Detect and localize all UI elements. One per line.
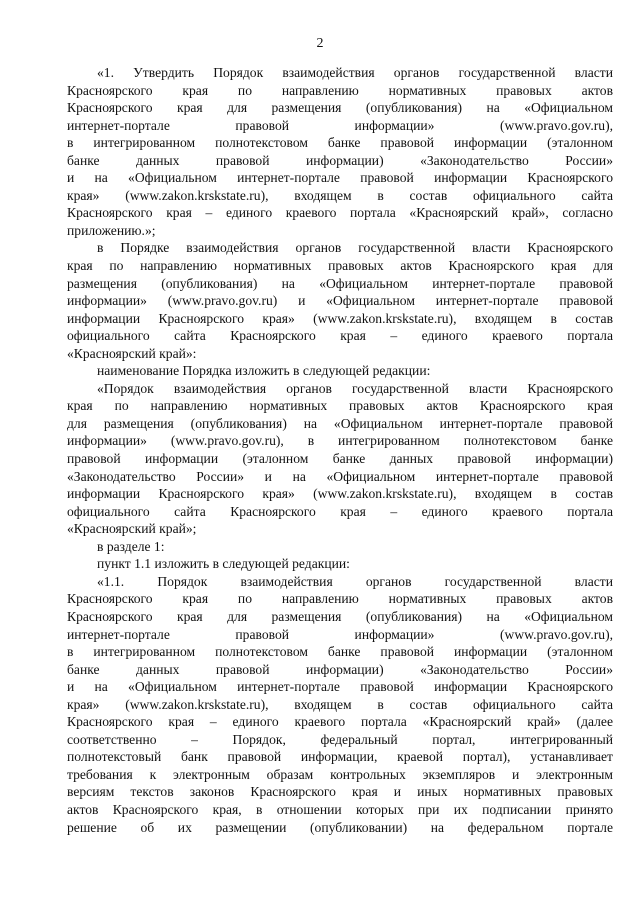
- text-line: информации» (www.pravo.gov.ru) и «Официальном интернет-портале правовой: [67, 293, 613, 309]
- text-line: версиям текстов законов Красноярского края и иных нормативных правовых: [67, 784, 613, 800]
- text-line: приложению.»;: [67, 222, 156, 238]
- text-line: наименование Порядка изложить в следующей редакции:: [97, 363, 431, 379]
- text-line: Красноярского края – единого краевого портала «Красноярский край» (далее: [67, 714, 613, 730]
- text-line: соответственно – Порядок, федеральный портал, интегрированный: [67, 731, 613, 747]
- text-line: и на «Официальном интернет-портале правовой информации Красноярского: [67, 170, 613, 186]
- text-line: банке данных правовой информации) «Законодательство России»: [67, 152, 613, 168]
- text-line: в интегрированном полнотекстовом банке правовой информации (эталонном: [67, 135, 613, 151]
- page-number: 2: [316, 36, 324, 51]
- text-line: информации» (www.pravo.gov.ru), в интегрированном полнотекстовом банке: [67, 433, 613, 449]
- text-line: края» (www.zakon.krskstate.ru), входящем в состав официального сайта: [67, 696, 613, 712]
- text-line: пункт 1.1 изложить в следующей редакции:: [97, 556, 350, 572]
- text-line: Красноярского края для размещения (опубликования) на «Официальном: [67, 608, 613, 624]
- text-line: Красноярского края – единого краевого портала «Красноярский край», согласно: [67, 205, 613, 221]
- text-line: для размещения (опубликования) на «Официальном интернет-портале правовой: [67, 415, 613, 431]
- text-line: края по направлению нормативных правовых актов Красноярского края для: [67, 258, 613, 274]
- text-line: актов Красноярского края, в отношении которых при их подписании принято: [67, 801, 613, 817]
- text-line: «Красноярский край»:: [67, 345, 197, 361]
- text-line: информации Красноярского края» (www.zakon.krskstate.ru), входящем в состав: [67, 486, 613, 502]
- text-line: официального сайта Красноярского края – единого краевого портала: [67, 328, 613, 344]
- text-line: «Порядок взаимодействия органов государственной власти Красноярского: [97, 380, 613, 396]
- text-line: края» (www.zakon.krskstate.ru), входящем в состав официального сайта: [67, 187, 613, 203]
- text-line: полнотекстовый банк правовой информации, краевой портал), устанавливает: [67, 749, 613, 765]
- text-line: «1.1. Порядок взаимодействия органов государственной власти: [97, 573, 613, 589]
- text-line: официального сайта Красноярского края – единого краевого портала: [67, 503, 613, 519]
- text-line: края по направлению нормативных правовых актов Красноярского края: [67, 398, 613, 414]
- text-line: требования к электронным образам контрольных экземпляров и электронным: [67, 766, 613, 782]
- text-line: размещения (опубликования) на «Официальном интернет-портале правовой: [67, 275, 613, 291]
- text-line: банке данных правовой информации) «Законодательство России»: [67, 661, 613, 677]
- document-body: [67, 64, 613, 836]
- text-line: в интегрированном полнотекстовом банке правовой информации (эталонном: [67, 644, 613, 660]
- text-line: Красноярского края по направлению нормативных правовых актов: [67, 591, 613, 607]
- text-line: правовой информации (эталонном банке данных правовой информации): [67, 451, 613, 467]
- text-line: Красноярского края по направлению нормативных правовых актов: [67, 82, 613, 98]
- text-line: «1. Утвердить Порядок взаимодействия органов государственной власти: [97, 65, 613, 80]
- text-line: Красноярского края для размещения (опубликования) на «Официальном: [67, 100, 613, 116]
- text-line: в разделе 1:: [97, 538, 165, 554]
- text-line: в Порядке взаимодействия органов государственной власти Красноярского: [97, 240, 613, 256]
- text-line: и на «Официальном интернет-портале правовой информации Красноярского: [67, 679, 613, 695]
- text-line: «Красноярский край»;: [67, 521, 197, 537]
- text-line: интернет-портале правовой информации» (www.pravo.gov.ru),: [67, 117, 613, 133]
- text-line: информации Красноярского края» (www.zakon.krskstate.ru), входящем в состав: [67, 310, 613, 326]
- text-line: «Законодательство России» и на «Официальном интернет-портале правовой: [67, 468, 613, 484]
- text-line: интернет-портале правовой информации» (www.pravo.gov.ru),: [67, 626, 613, 642]
- text-line: решение об их размещении (опубликовании) на федеральном портале: [67, 819, 613, 835]
